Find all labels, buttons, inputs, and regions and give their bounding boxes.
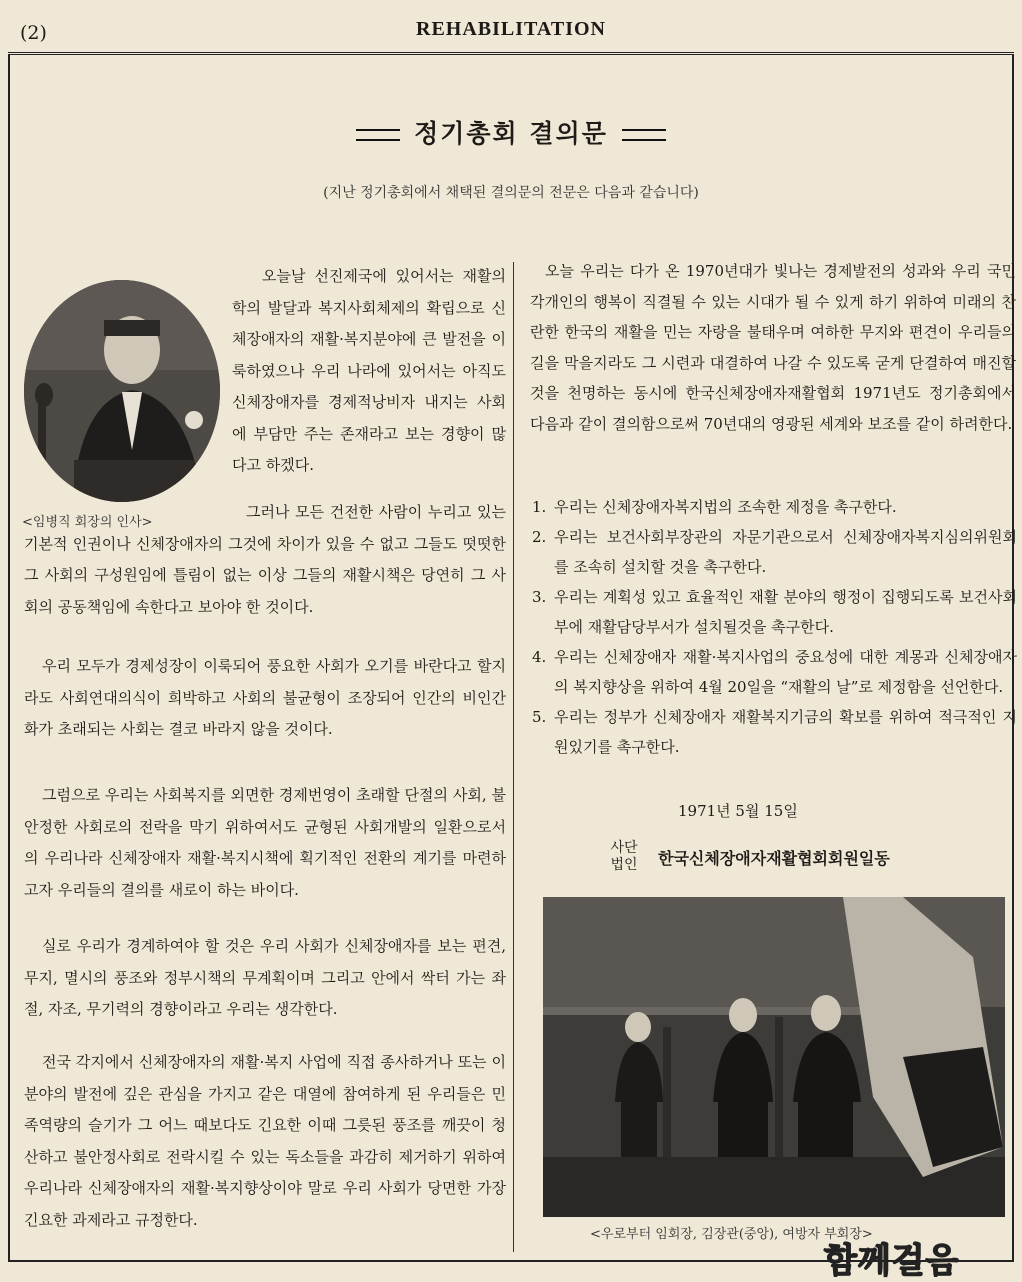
watermark-logo: 함께걸음 xyxy=(824,1241,960,1281)
title-ornament-left xyxy=(356,129,400,141)
left-paragraph-1: 오늘날 선진제국에 있어서는 재활의학의 발달과 복지사회체제의 확립으로 신체장애자의 재활·복지분야에 큰 발전을 이룩하였으나 우리 나라에 있어서는 아직도 신체장애자를 경제적낭비자 내지는 사회에 부담만 주는 존재라고 보는 경향이 많다고 하겠다. xyxy=(232,267,506,474)
publication-title: REHABILITATION xyxy=(416,18,606,40)
article-subtitle: (지난 정기총회에서 채택된 결의문의 전문은 다음과 같습니다) xyxy=(323,185,699,201)
resolution-item xyxy=(532,702,1017,762)
article-title: 정기총회 결의문 xyxy=(414,119,608,148)
left-paragraph-4: 그럼으로 우리는 사회복지를 외면한 경제번영이 초래할 단절의 사회, 불안정한 사회로의 전락을 막기 위하여서도 균형된 사회개발의 일환으로서의 우리나라 신체장애자 재활·복지시책에 획기적인 전환의 계기를 마련하고자 우리들의 결의를 새로이 하는 바이다. xyxy=(24,786,506,899)
article-title-block xyxy=(0,114,1022,150)
left-paragraph-6: 전국 각지에서 신체장애자의 재활·복지 사업에 직접 종사하거나 또는 이 분야의 발전에 깊은 관심을 가지고 같은 대열에 참여하게 된 우리들은 민족역량의 슬기가 그 어느 때보다도 긴요한 이때 그릇된 풍조를 깨끗이 청산하고 불안정사회로 전락시킬 수 있는 독소들을 과감히 제거하기 위하여 우리나라 신체장애자의 재활·복지향상이야 말로 우리 사회가 당면한 가장 긴요한 과제라고 규정한다. xyxy=(24,1053,506,1229)
left-border xyxy=(8,55,10,1261)
signer-block xyxy=(608,840,890,874)
resolution-number: 3. xyxy=(532,588,547,606)
resolution-number: 2. xyxy=(532,528,547,546)
column-divider xyxy=(513,262,514,1252)
president-photo-caption: <임병직 회장의 인사> xyxy=(22,515,153,530)
resolution-text: 우리는 신체장애자복지법의 조속한 제정을 촉구한다. xyxy=(554,498,897,516)
resolution-item xyxy=(532,582,1017,642)
officials-seated-photo xyxy=(543,897,1005,1217)
officials-photo-caption: <우로부터 임회장, 김장관(중앙), 여방자 부회장> xyxy=(590,1227,873,1242)
resolution-text: 우리는 보건사회부장관의 자문기관으로서 신체장애자복지심의위원회를 조속히 설치할 것을 촉구한다. xyxy=(554,528,1017,576)
page-number: (2) xyxy=(20,22,47,44)
right-intro-paragraph: 오늘 우리는 다가 온 1970년대가 빛나는 경제발전의 성과와 우리 국민 각개인의 행복이 직결될 수 있는 시대가 될 수 있게 하기 위하여 미래의 찬란한 한국의 재활을 민는 자랑을 불태우며 여하한 무지와 편견이 우리들의 길을 막을지라도 그 시련과 대결하여 나갈 수 있도록 굳게 단결하여 매진할 것을 천명하는 동시에 한국신체장애자재활협회 1971년도 정기총회에서 다음과 같이 결의함으로써 70년대의 영광된 세계와 보조를 같이 하려한다. xyxy=(530,262,1016,433)
signer-name: 한국신체장애자재활협회회원일동 xyxy=(658,848,890,868)
resolution-text: 우리는 계획성 있고 효율적인 재활 분야의 행정이 집행되도록 보건사회부에 재활담당부서가 설치될것을 촉구한다. xyxy=(554,588,1017,636)
resolution-date: 1971년 5월 15일 xyxy=(678,802,798,820)
resolution-text: 우리는 정부가 신체장애자 재활복지기금의 확보를 위하여 적극적인 지원있기를 촉구한다. xyxy=(554,708,1017,756)
resolution-number: 5. xyxy=(532,708,547,726)
left-paragraph-5: 실로 우리가 경계하여야 할 것은 우리 사회가 신체장애자를 보는 편견, 무지, 멸시의 풍조와 정부시책의 무계획이며 그리고 안에서 싹터 가는 좌절, 자조, 무기력의 경향이라고 우리는 생각한다. xyxy=(24,937,506,1018)
organization-type-line-2: 법인 xyxy=(610,857,638,873)
resolution-item xyxy=(532,492,1017,522)
organization-type-line-1: 사단 xyxy=(610,840,638,856)
left-paragraph-3: 우리 모두가 경제성장이 이룩되어 풍요한 사회가 오기를 바란다고 할지라도 사회연대의식이 희박하고 사회의 불균형이 조장되어 인간의 비인간화가 초래되는 사회는 결코 바라지 않을 것이다. xyxy=(24,657,506,738)
resolution-number: 4. xyxy=(532,648,547,666)
top-rule xyxy=(8,52,1014,55)
resolution-item xyxy=(532,522,1017,582)
resolution-item xyxy=(532,642,1017,702)
title-ornament-right xyxy=(622,129,666,141)
president-speech-photo xyxy=(24,280,220,502)
resolution-list xyxy=(532,492,1017,762)
organization-type xyxy=(608,840,640,874)
resolution-text: 우리는 신체장애자 재활·복지사업의 중요성에 대한 계몽과 신체장애자의 복지향상을 위하여 4월 20일을 “재활의 날”로 제정함을 선언한다. xyxy=(554,648,1017,696)
resolution-number: 1. xyxy=(532,498,547,516)
left-paragraph-2: 그러나 모든 건전한 사람이 누리고 있는 기본적 인권이나 신체장애자의 그것에 차이가 있을 수 없고 그들도 떳떳한 그 사회의 구성원임에 틀림이 없는 이상 그들의 재활시책은 당연히 그 사회의 공동책임에 속한다고 보아야 한 것이다. xyxy=(24,503,506,616)
